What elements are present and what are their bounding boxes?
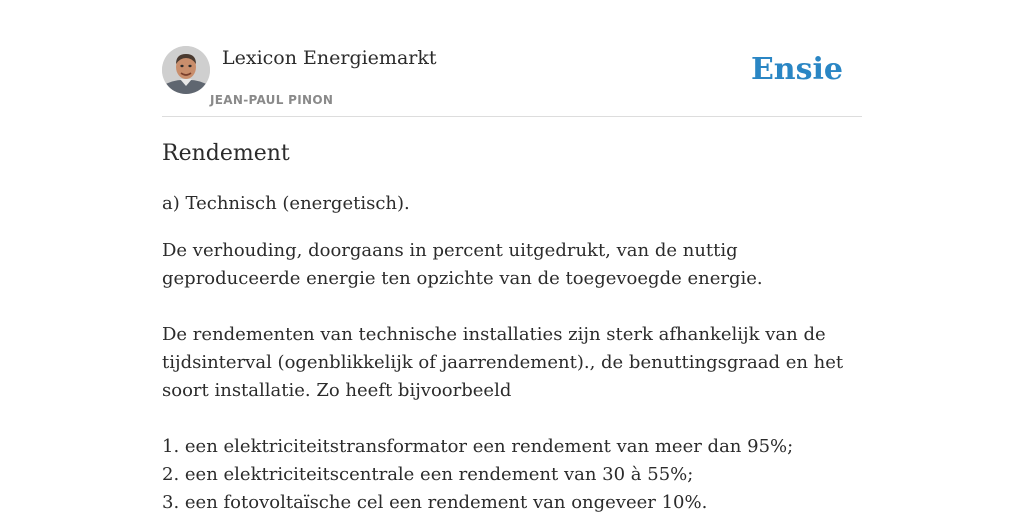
- list-item: 1. een elektriciteitstransformator een rendement van meer dan 95%;: [162, 436, 794, 457]
- list-item: 2. een elektriciteitscentrale een rendement van 30 à 55%;: [162, 464, 694, 485]
- ensie-logo[interactable]: Ensie: [750, 52, 843, 87]
- article-content: [162, 138, 862, 512]
- rendement-examples-list: [162, 433, 862, 512]
- book-title[interactable]: Lexicon Energiemarkt: [222, 47, 437, 69]
- list-item: 3. een fotovoltaïsche cel een rendement van ongeveer 10%.: [162, 492, 708, 512]
- person-portrait-icon: [162, 46, 210, 94]
- author-name[interactable]: JEAN-PAUL PINON: [210, 93, 334, 107]
- article-paragraph-1: De verhouding, doorgaans in percent uitgedrukt, van de nuttig geproduceerde energie ten opzichte van de toegevoegde energie.: [162, 240, 763, 289]
- author-avatar[interactable]: [162, 46, 210, 94]
- article-subtitle: a) Technisch (energetisch).: [162, 193, 410, 214]
- page-header: [162, 46, 862, 117]
- article-title: Rendement: [162, 141, 290, 166]
- article-paragraph-2: De rendementen van technische installaties zijn sterk afhankelijk van de tijdsinterval (ogenblikkelijk of jaarrendement)., de benuttingsgraad en het soort installatie. Zo heeft bijvoorbeeld: [162, 324, 844, 401]
